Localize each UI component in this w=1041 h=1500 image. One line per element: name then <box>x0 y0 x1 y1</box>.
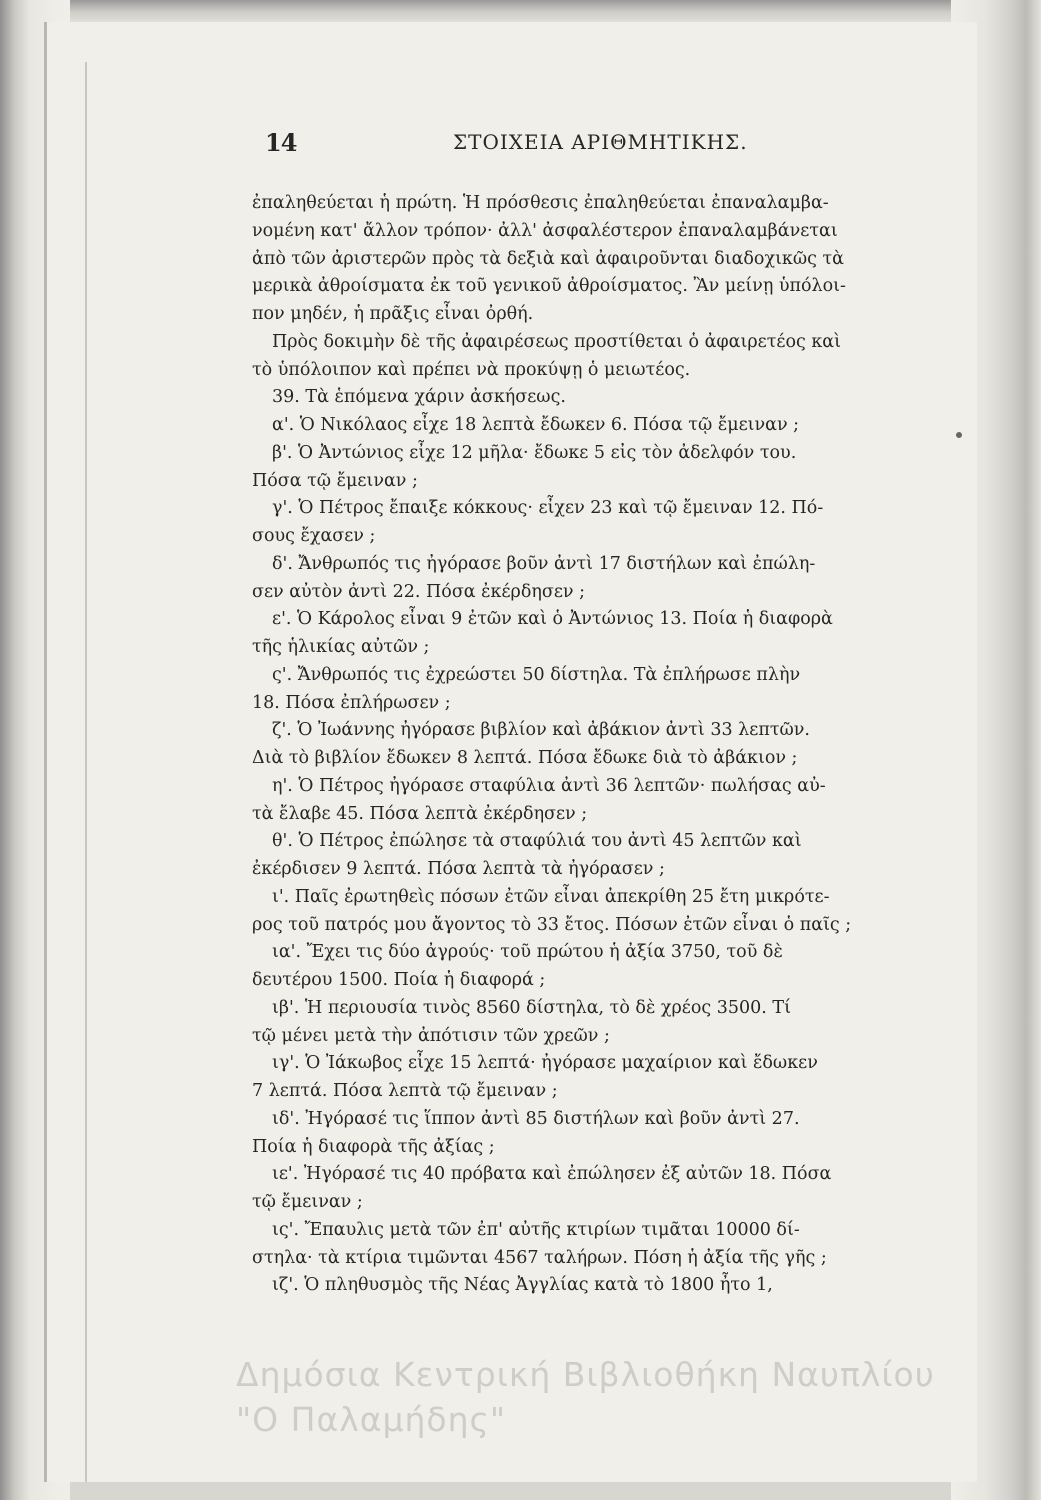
text-line: νομένη κατ' ἄλλον τρόπον· ἀλλ' ἀσφαλέστερον ἐπαναλαμβάνεται <box>252 220 838 241</box>
text-line: ι'. Παῖς ἐρωτηθεὶς πόσων ἐτῶν εἶναι ἀπεκρίθη 25 ἔτη μικρότε- <box>272 886 830 907</box>
text-line: ιβ'. Ἡ περιουσία τινὸς 8560 δίστηλα, τὸ δὲ χρέος 3500. Τί <box>272 997 791 1018</box>
text-line: η'. Ὁ Πέτρος ἠγόρασε σταφύλια ἀντὶ 36 λεπτῶν· πωλήσας αὐ- <box>272 775 826 796</box>
text-line: τῷ μένει μετὰ τὴν ἀπότισιν τῶν χρεῶν ; <box>252 1025 610 1046</box>
text-line: ιε'. Ἠγόρασέ τις 40 πρόβατα καὶ ἐπώλησεν ἐξ αὐτῶν 18. Πόσα <box>272 1164 832 1185</box>
text-line: δ'. Ἄνθρωπός τις ἠγόρασε βοῦν ἀντὶ 17 διστήλων καὶ ἐπώλη- <box>272 553 816 574</box>
text-line: ιδ'. Ἠγόρασέ τις ἵππον ἀντὶ 85 διστήλων καὶ βοῦν ἀντὶ 27. <box>272 1108 800 1129</box>
text-line: σεν αὐτὸν ἀντὶ 22. Πόσα ἐκέρδησεν ; <box>252 581 585 602</box>
text-line: δευτέρου 1500. Ποία ἡ διαφορά ; <box>252 970 546 990</box>
watermark-line-2: "Ο Παλαμήδης" <box>236 1400 507 1439</box>
text-line: ἐκέρδισεν 9 λεπτά. Πόσα λεπτὰ τὰ ἠγόρασεν ; <box>252 859 665 879</box>
text-line: ια'. Ἔχει τις δύο ἀγρούς· τοῦ πρώτου ἡ ἀξία 3750, τοῦ δὲ <box>272 942 783 963</box>
text-line: τὰ ἔλαβε 45. Πόσα λεπτὰ ἐκέρδησεν ; <box>252 803 588 824</box>
text-line: 39. Τὰ ἑπόμενα χάριν ἀσκήσεως. <box>272 387 566 408</box>
text-line: α'. Ὁ Νικόλαος εἶχε 18 λεπτὰ ἔδωκεν 6. Πόσα τῷ ἔμειναν ; <box>272 415 800 435</box>
text-line: τῆς ἡλικίας αὐτῶν ; <box>252 637 430 657</box>
text-line: 7 λεπτά. Πόσα λεπτὰ τῷ ἔμειναν ; <box>252 1081 558 1101</box>
text-line: γ'. Ὁ Πέτρος ἔπαιξε κόκκους· εἶχεν 23 καὶ τῷ ἔμειναν 12. Πό- <box>272 498 824 519</box>
text-line: πον μηδέν, ἡ πρᾶξις εἶναι ὀρθή. <box>252 304 534 324</box>
margin-dot <box>956 432 962 438</box>
text-line: ἀπὸ τῶν ἀριστερῶν πρὸς τὰ δεξιὰ καὶ ἀφαιροῦνται διαδοχικῶς τὰ <box>252 248 845 269</box>
text-line: ς'. Ἄνθρωπός τις ἐχρεώστει 50 δίστηλα. Τὰ ἐπλήρωσε πλὴν <box>272 664 801 685</box>
running-head <box>265 128 955 158</box>
body-text <box>252 190 962 1300</box>
running-title: ΣΤΟΙΧΕΙΑ ΑΡΙΘΜΗΤΙΚΗΣ. <box>453 130 748 154</box>
text-line: Πρὸς δοκιμὴν δὲ τῆς ἀφαιρέσεως προστίθεται ὁ ἀφαιρετέος καὶ <box>272 331 841 352</box>
text-line: ἐπαληθεύεται ἡ πρώτη. Ἡ πρόσθεσις ἐπαληθεύεται ἐπαναλαμβα- <box>252 193 829 213</box>
text-line: ιζ'. Ὁ πληθυσμὸς τῆς Νέας Ἀγγλίας κατὰ τὸ 1800 ἦτο 1, <box>272 1275 773 1296</box>
text-line: ρος τοῦ πατρός μου ἄγοντος τὸ 33 ἔτος. Πόσων ἐτῶν εἶναι ὁ παῖς ; <box>252 914 852 935</box>
text-line: σους ἔχασεν ; <box>252 526 376 546</box>
watermark-line-1: Δημόσια Κεντρική Βιβλιοθήκη Ναυπλίου <box>236 1355 935 1394</box>
text-line: ις'. Ἔπαυλις μετὰ τῶν ἐπ' αὐτῆς κτιρίων τιμᾶται 10000 δί- <box>272 1219 800 1240</box>
text-line: Διὰ τὸ βιβλίον ἔδωκεν 8 λεπτά. Πόσα ἔδωκε διὰ τὸ ἀβάκιον ; <box>252 748 798 768</box>
text-line: τῷ ἔμειναν ; <box>252 1192 363 1212</box>
text-line: Πόσα τῷ ἔμειναν ; <box>252 470 418 491</box>
text-line: ε'. Ὁ Κάρολος εἶναι 9 ἐτῶν καὶ ὁ Ἀντώνιος 13. Ποία ἡ διαφορὰ <box>272 609 833 630</box>
text-line: θ'. Ὁ Πέτρος ἐπώλησε τὰ σταφύλιά του ἀντὶ 45 λεπτῶν καὶ <box>272 831 802 852</box>
text-line: τὸ ὑπόλοιπον καὶ πρέπει νὰ προκύψῃ ὁ μειωτέος. <box>252 359 691 380</box>
text-line: ζ'. Ὁ Ἰωάννης ἠγόρασε βιβλίον καὶ ἀβάκιον ἀντὶ 33 λεπτῶν. <box>272 720 810 741</box>
library-watermark <box>236 1352 976 1442</box>
text-line: στηλα· τὰ κτίρια τιμῶνται 4567 ταλήρων. Πόση ἡ ἀξία τῆς γῆς ; <box>252 1247 827 1268</box>
text-line: Ποία ἡ διαφορὰ τῆς ἀξίας ; <box>252 1136 495 1157</box>
text-line: β'. Ὁ Ἀντώνιος εἶχε 12 μῆλα· ἔδωκε 5 εἰς τὸν ἀδελφόν του. <box>272 442 797 463</box>
text-line: ιγ'. Ὁ Ἰάκωβος εἶχε 15 λεπτά· ἠγόρασε μαχαίριον καὶ ἔδωκεν <box>272 1053 818 1074</box>
page-number: 14 <box>265 128 297 157</box>
page-inner-edge <box>85 62 87 1482</box>
text-line: 18. Πόσα ἐπλήρωσεν ; <box>252 692 451 713</box>
text-line: μερικὰ ἀθροίσματα ἐκ τοῦ γενικοῦ ἀθροίσματος. Ἂν μείνῃ ὑπόλοι- <box>252 276 846 297</box>
